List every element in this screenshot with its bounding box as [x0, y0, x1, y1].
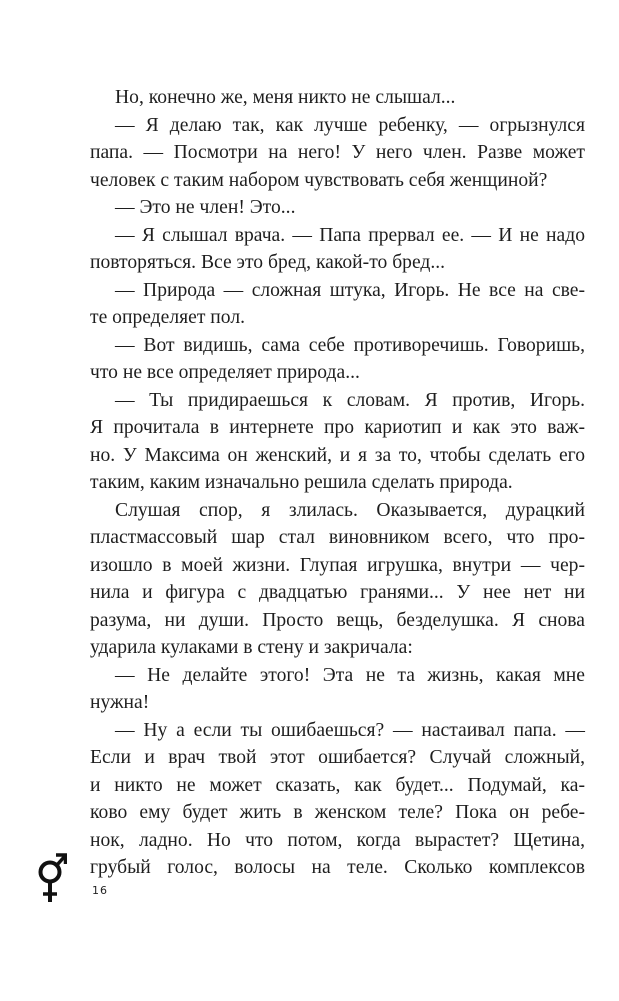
text-line: Если и врач твой этот ошибается? Случай сложный, — [90, 747, 585, 768]
text-line: — Я слышал врача. — Папа прервал ее. — И не надо — [115, 224, 585, 246]
paragraph — [90, 497, 585, 662]
book-page-text — [90, 84, 585, 882]
paragraph — [90, 387, 585, 497]
paragraph — [90, 277, 585, 332]
text-line: грубый голос, волосы на теле. Сколько комплексов — [90, 857, 585, 878]
text-line: — Это не член! Это... — [115, 197, 296, 218]
text-line: повторяться. Все это бред, какой-то бред... — [90, 252, 446, 273]
gender-symbol-icon — [37, 852, 67, 908]
text-line: Но, конечно же, меня никто не слышал... — [115, 87, 456, 108]
text-line: папа. — Посмотри на него! У него член. Разве может — [90, 142, 585, 163]
text-line: пластмассовый шар стал виновником всего, что про- — [90, 527, 585, 548]
text-line: — Не делайте этого! Эта не та жизнь, какая мне — [115, 664, 585, 686]
text-line: но. У Максима он женский, и я за то, чтобы сделать его — [90, 444, 585, 466]
text-line: — Природа — сложная штука, Игорь. Не все на све- — [115, 279, 585, 301]
paragraph — [90, 84, 585, 112]
text-line: Я прочитала в интернете про кариотип и как это важ- — [90, 417, 585, 438]
text-line: и никто не может сказать, как будет... Подумай, ка- — [90, 774, 585, 796]
text-line: те определяет пол. — [90, 307, 245, 328]
text-line: таким, каким изначально решила сделать природа. — [90, 472, 513, 493]
text-line: ково ему будет жить в женском теле? Пока он ребе- — [90, 802, 585, 823]
text-line: нила и фигура с двадцатью гранями... У нее нет ни — [90, 582, 585, 603]
text-line: изошло в моей жизни. Глупая игрушка, внутри — чер- — [90, 554, 585, 576]
paragraph — [90, 194, 585, 222]
paragraph — [90, 222, 585, 277]
paragraph — [90, 717, 585, 882]
paragraph — [90, 662, 585, 717]
paragraph — [90, 332, 585, 387]
text-line: — Ну а если ты ошибаешься? — настаивал папа. — — [115, 719, 585, 741]
text-line: что не все определяет природа... — [90, 362, 360, 383]
paragraph — [90, 112, 585, 195]
text-line: человек с таким набором чувствовать себя женщиной? — [90, 169, 548, 191]
page-number: 16 — [92, 884, 108, 897]
text-line: Слушая спор, я злилась. Оказывается, дурацкий — [115, 499, 585, 521]
text-line: нок, ладно. Но что потом, когда вырастет? Щетина, — [90, 829, 585, 851]
text-line: нужна! — [90, 692, 150, 713]
text-line: разума, ни души. Просто вещь, безделушка. Я снова — [90, 609, 585, 631]
text-line: — Я делаю так, как лучше ребенку, — огрызнулся — [115, 114, 585, 136]
text-line: — Вот видишь, сама себе противоречишь. Говоришь, — [115, 334, 585, 356]
text-line: — Ты придираешься к словам. Я против, Игорь. — [115, 389, 585, 411]
text-line: ударила кулаками в стену и закричала: — [90, 637, 413, 658]
